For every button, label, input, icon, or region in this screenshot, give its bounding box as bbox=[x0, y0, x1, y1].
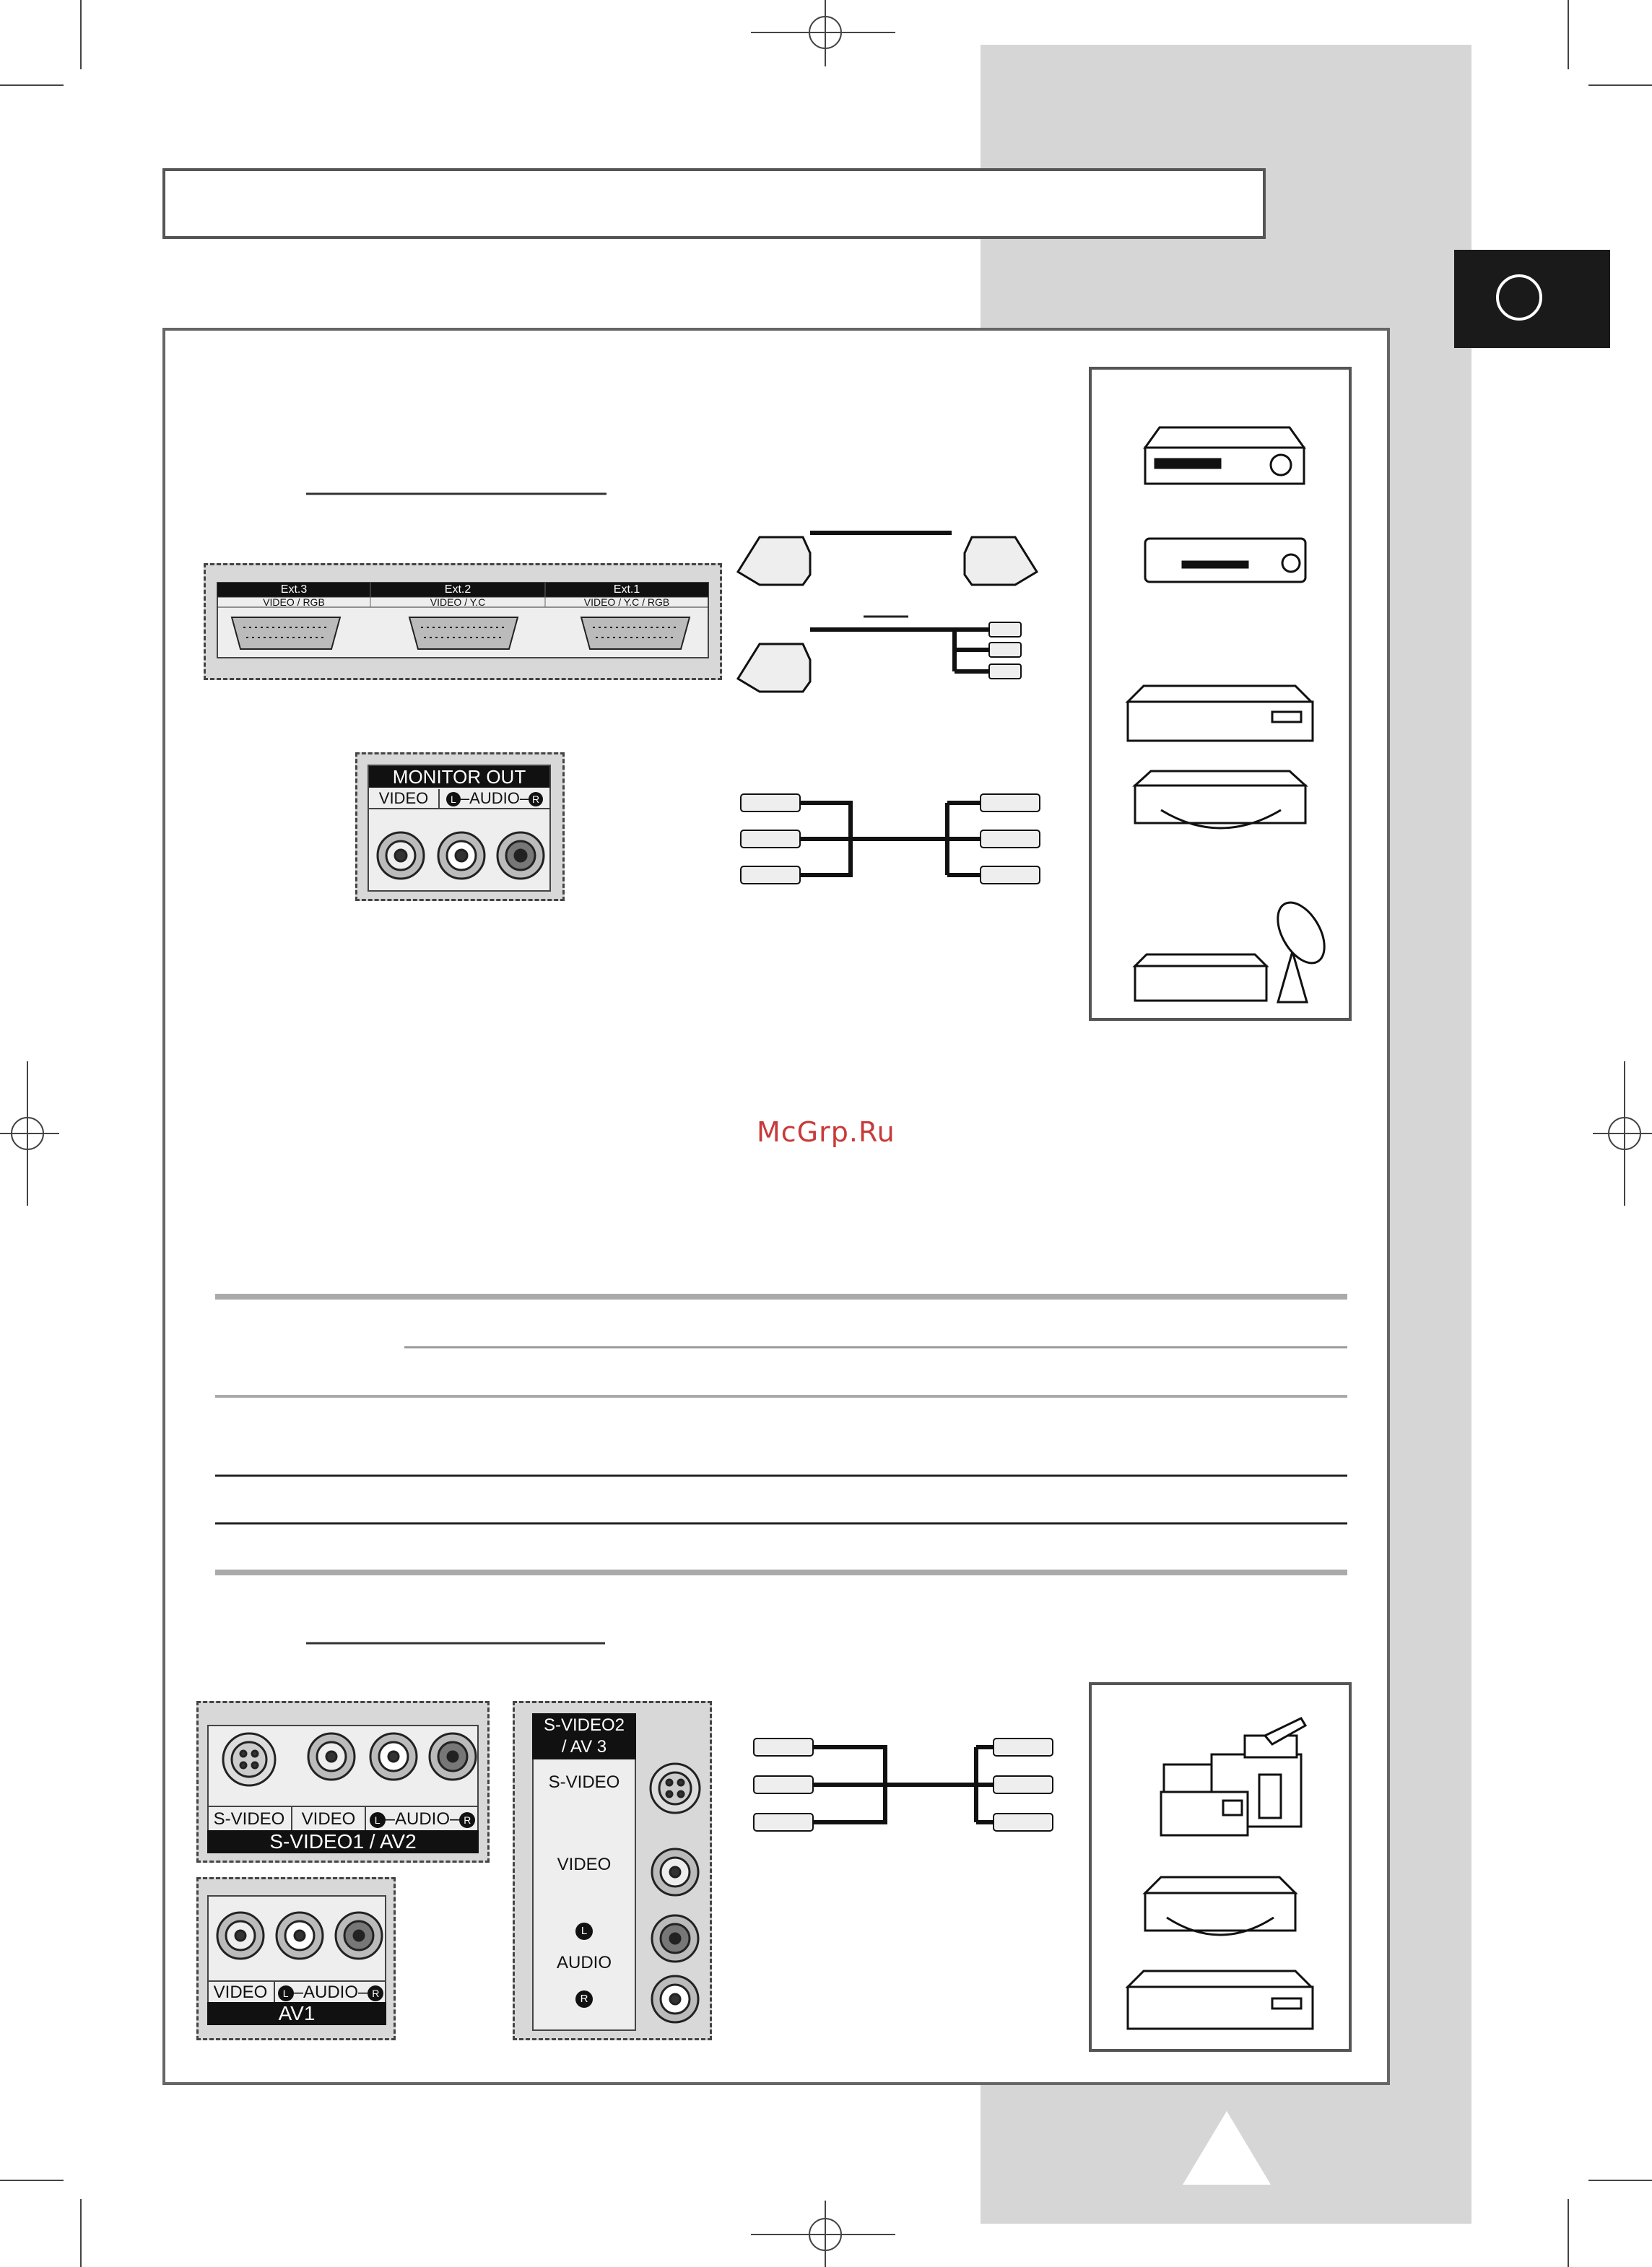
port-name: Ext.2 bbox=[444, 583, 471, 596]
camcorder-icon bbox=[1161, 1718, 1305, 1835]
audio-label: AUDIO bbox=[469, 789, 520, 807]
audio-label-group: L –AUDIO– R bbox=[366, 1807, 479, 1832]
svideo1-title: S-VIDEO1 / AV2 bbox=[207, 1830, 479, 1853]
audio-label-group: L –AUDIO– R bbox=[275, 1982, 386, 2003]
left-channel-icon: L bbox=[278, 1985, 294, 2001]
svideo1-jacks bbox=[207, 1725, 479, 1804]
monitor-out-title: MONITOR OUT bbox=[369, 766, 549, 788]
satellite-receiver-icon bbox=[1135, 895, 1334, 1002]
video-label: VIDEO bbox=[557, 1855, 612, 1874]
audio-label: AUDIO bbox=[303, 1983, 358, 2002]
svideo2-title-line2: / AV 3 bbox=[561, 1737, 607, 1757]
video-label: VIDEO bbox=[369, 789, 440, 808]
scart-port-ext2 bbox=[370, 583, 545, 607]
watermark-text: McGrp.Ru bbox=[757, 1116, 895, 1148]
disc-player-icon bbox=[1145, 1877, 1295, 1935]
video-label: VIDEO bbox=[207, 1982, 275, 2003]
left-channel-icon: L bbox=[446, 792, 461, 806]
svideo2-av3-panel bbox=[513, 1701, 712, 2040]
device-list-bottom bbox=[1089, 1682, 1352, 2052]
vcr-icon bbox=[1145, 427, 1304, 484]
av1-jacks bbox=[207, 1895, 386, 1975]
next-page-arrow-icon[interactable] bbox=[1180, 2108, 1274, 2189]
svideo-label: S-VIDEO bbox=[548, 1772, 620, 1792]
left-channel-icon: L bbox=[575, 1923, 593, 1940]
rca-cable-bottom bbox=[748, 1733, 1058, 1841]
port-desc: VIDEO / Y.C / RGB bbox=[583, 596, 670, 608]
monitor-out-jacks bbox=[369, 812, 549, 892]
dvd-player-icon bbox=[1145, 539, 1305, 582]
right-channel-icon: R bbox=[368, 1985, 383, 2001]
svideo2-title bbox=[532, 1713, 636, 1759]
audio-label: AUDIO bbox=[556, 1953, 612, 1972]
scart-port-ext1 bbox=[545, 583, 708, 607]
port-desc: VIDEO / RGB bbox=[263, 596, 325, 608]
svideo-label: S-VIDEO bbox=[207, 1807, 292, 1832]
scart-panel bbox=[204, 563, 722, 680]
right-channel-icon: R bbox=[575, 1990, 593, 2008]
device-list-top bbox=[1089, 367, 1352, 1021]
audio-label-group: L –AUDIO– R bbox=[440, 789, 549, 808]
scart-port-ext3 bbox=[217, 583, 370, 607]
svideo2-jacks bbox=[642, 1746, 708, 2035]
svideo1-av2-panel bbox=[196, 1701, 490, 1863]
audio-label: AUDIO bbox=[394, 1809, 450, 1829]
video-label: VIDEO bbox=[292, 1807, 366, 1832]
scart-cable-diagram bbox=[729, 514, 1047, 702]
svideo2-title-line1: S-VIDEO2 bbox=[543, 1715, 625, 1735]
av1-panel bbox=[196, 1877, 396, 2040]
disc-player-icon bbox=[1135, 771, 1305, 828]
port-name: Ext.1 bbox=[613, 583, 640, 596]
decoder-icon bbox=[1128, 1971, 1313, 2029]
rca-cable-top bbox=[735, 784, 1045, 892]
port-desc: VIDEO / Y.C bbox=[430, 596, 486, 608]
right-channel-icon: R bbox=[459, 1812, 475, 1828]
monitor-out-panel bbox=[355, 752, 565, 901]
left-channel-icon: L bbox=[370, 1812, 386, 1828]
right-channel-icon: R bbox=[529, 792, 543, 806]
port-name: Ext.3 bbox=[280, 583, 308, 596]
av1-title: AV1 bbox=[207, 2002, 386, 2025]
decoder-icon bbox=[1128, 686, 1313, 741]
